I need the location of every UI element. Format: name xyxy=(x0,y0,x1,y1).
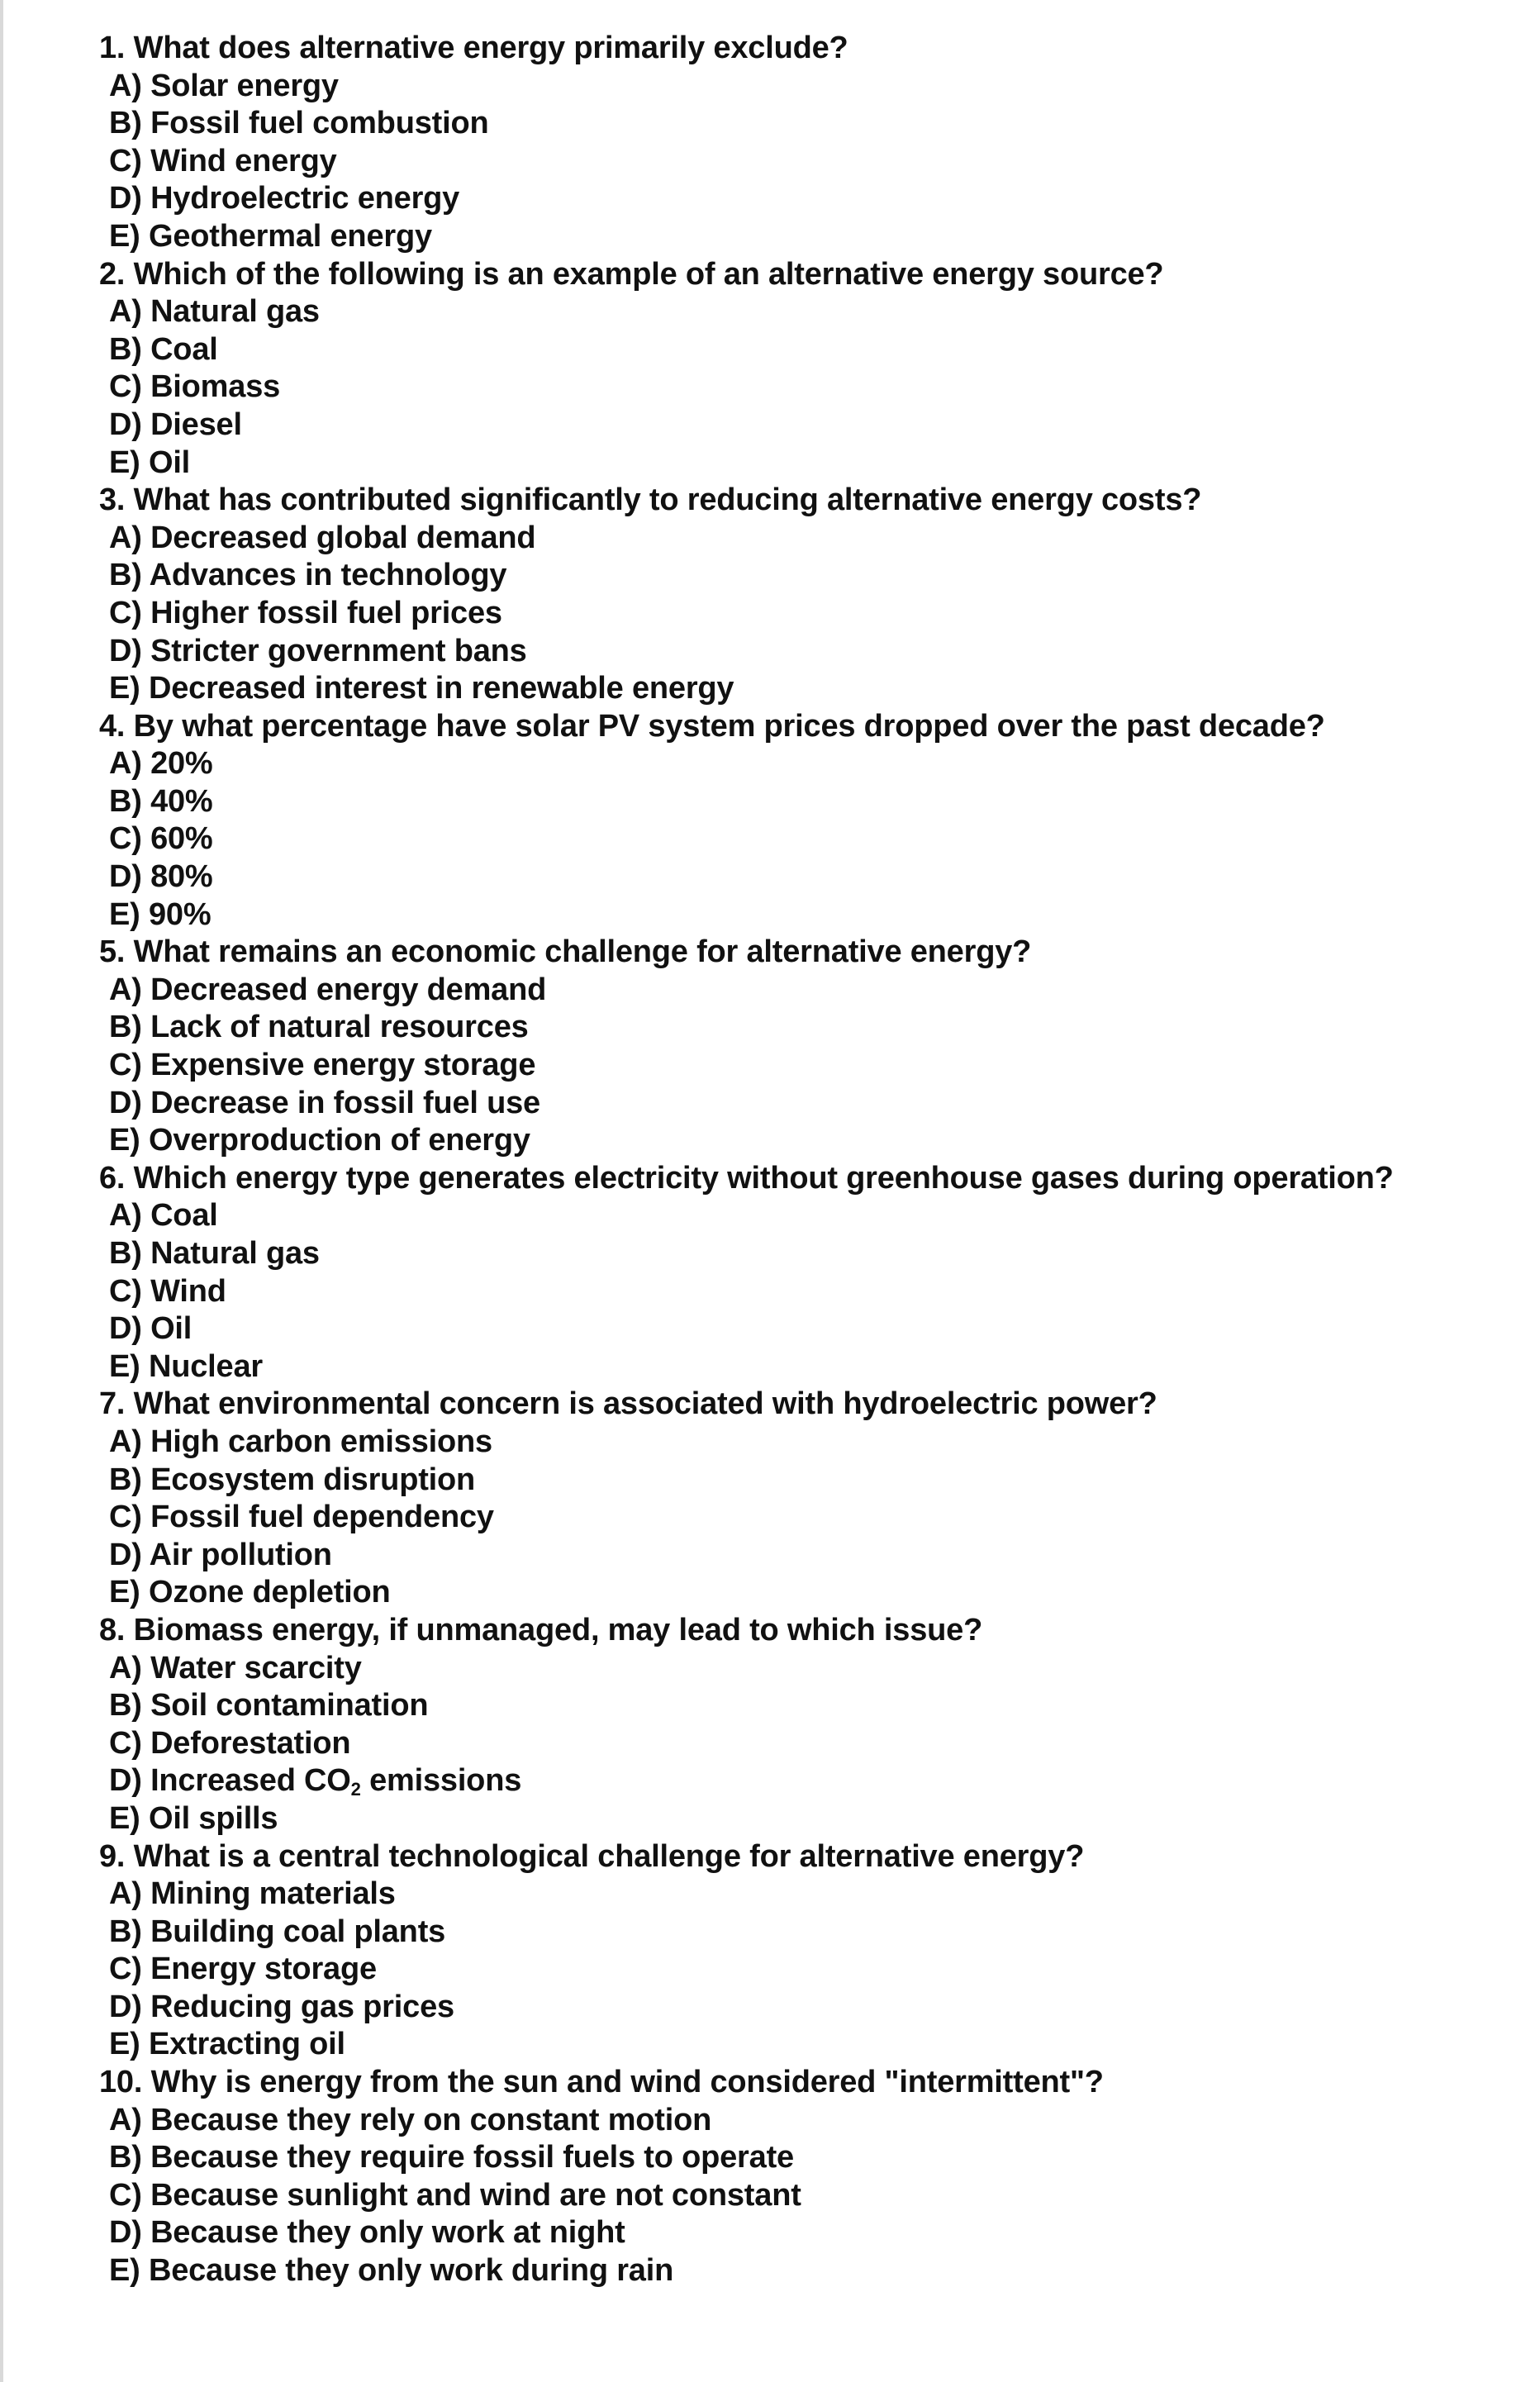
option-text: 20% xyxy=(150,746,213,782)
answer-option xyxy=(109,218,1520,256)
option-letter: A) xyxy=(109,68,142,103)
option-text: Increased CO xyxy=(150,1763,351,1799)
option-text: Oil xyxy=(150,1311,192,1347)
option-text: Diesel xyxy=(150,407,242,442)
option-text: Higher fossil fuel prices xyxy=(150,595,502,630)
question-text: What is a central technological challenge for alternative energy? xyxy=(133,1838,1085,1874)
option-text: Energy storage xyxy=(150,1952,377,1987)
question-number: 2. xyxy=(99,256,126,292)
option-text: Fossil fuel combustion xyxy=(150,106,489,141)
option-text: 80% xyxy=(150,859,213,895)
option-text: Wind xyxy=(150,1273,226,1309)
option-text: 60% xyxy=(150,821,213,857)
question-number: 3. xyxy=(99,483,126,518)
option-letter: D) xyxy=(109,2215,142,2251)
option-text: Overproduction of energy xyxy=(148,1123,530,1158)
option-letter: C) xyxy=(109,143,142,178)
option-letter: A) xyxy=(109,746,142,782)
option-letter: B) xyxy=(109,331,142,367)
option-text: Oil xyxy=(148,445,191,480)
option-letter: C) xyxy=(109,595,142,630)
answer-option xyxy=(109,1462,1520,1500)
option-letter: E) xyxy=(109,1348,140,1384)
answer-option xyxy=(109,1537,1520,1575)
option-text: Because they only work during rain xyxy=(148,2253,674,2289)
option-text: Mining materials xyxy=(150,1876,396,1912)
answer-option xyxy=(109,1876,1520,1914)
answer-option xyxy=(109,1800,1520,1838)
option-text: Coal xyxy=(150,331,218,367)
question-number: 7. xyxy=(99,1386,126,1422)
option-letter: B) xyxy=(109,783,142,819)
option-text: Oil spills xyxy=(148,1800,278,1836)
answer-option xyxy=(109,1235,1520,1273)
option-letter: D) xyxy=(109,1085,142,1120)
question-line xyxy=(99,256,1520,294)
option-text: Expensive energy storage xyxy=(150,1048,536,1083)
question-block xyxy=(99,482,1520,708)
answer-option xyxy=(109,1310,1520,1348)
option-text: Natural gas xyxy=(150,1236,320,1271)
option-text: Because they only work at night xyxy=(150,2215,625,2251)
answer-option xyxy=(109,1914,1520,1952)
question-number: 4. xyxy=(99,708,126,744)
question-block xyxy=(99,1838,1520,2065)
answer-option xyxy=(109,1047,1520,1085)
option-text: Coal xyxy=(150,1198,218,1234)
option-letter: D) xyxy=(109,1537,142,1572)
option-text: Hydroelectric energy xyxy=(150,181,460,216)
question-line xyxy=(99,1838,1520,1876)
question-line xyxy=(99,1160,1520,1198)
question-number: 5. xyxy=(99,934,126,970)
option-letter: D) xyxy=(109,1311,142,1347)
option-subscript: 2 xyxy=(350,1779,361,1800)
answer-option xyxy=(109,2139,1520,2177)
answer-option xyxy=(109,445,1520,483)
option-text: Building coal plants xyxy=(150,1914,446,1949)
answer-option xyxy=(109,1348,1520,1386)
option-text: Ozone depletion xyxy=(148,1575,391,1610)
answer-options xyxy=(99,2102,1520,2290)
option-letter: C) xyxy=(109,1952,142,1987)
option-letter: E) xyxy=(109,445,140,480)
option-text: Ecosystem disruption xyxy=(150,1462,476,1497)
question-text: What does alternative energy primarily exclude? xyxy=(133,31,848,65)
option-text: Wind energy xyxy=(150,143,337,178)
option-letter: E) xyxy=(109,671,140,706)
answer-option xyxy=(109,1687,1520,1725)
question-number: 10. xyxy=(99,2065,143,2100)
answer-option xyxy=(109,2214,1520,2252)
question-block xyxy=(99,30,1520,256)
option-letter: B) xyxy=(109,106,142,141)
answer-option xyxy=(109,1424,1520,1462)
question-block xyxy=(99,256,1520,483)
option-letter: A) xyxy=(109,294,142,330)
option-letter: A) xyxy=(109,1198,142,1234)
question-line xyxy=(99,934,1520,972)
option-text: Decreased interest in renewable energy xyxy=(148,671,734,706)
quiz-document xyxy=(99,30,1520,2290)
question-block xyxy=(99,2064,1520,2290)
option-text: Water scarcity xyxy=(150,1650,362,1685)
option-text: Extracting oil xyxy=(148,2027,345,2062)
answer-option xyxy=(109,1762,1520,1800)
option-letter: D) xyxy=(109,1989,142,2024)
answer-option xyxy=(109,368,1520,407)
option-letter: B) xyxy=(109,558,142,593)
option-text: Reducing gas prices xyxy=(150,1989,454,2024)
answer-option xyxy=(109,820,1520,858)
answer-option xyxy=(109,858,1520,896)
option-text: Decrease in fossil fuel use xyxy=(150,1085,540,1120)
answer-option xyxy=(109,2102,1520,2140)
answer-option xyxy=(109,1951,1520,1989)
answer-option xyxy=(109,293,1520,331)
question-number: 6. xyxy=(99,1160,126,1196)
answer-option xyxy=(109,783,1520,821)
answer-options xyxy=(99,293,1520,482)
answer-option xyxy=(109,557,1520,595)
question-block xyxy=(99,708,1520,934)
option-letter: E) xyxy=(109,218,140,254)
question-number: 1. xyxy=(99,31,126,65)
option-letter: A) xyxy=(109,520,142,555)
question-block xyxy=(99,1160,1520,1386)
answer-options xyxy=(99,1197,1520,1386)
option-text: Soil contamination xyxy=(150,1688,429,1724)
option-letter: D) xyxy=(109,859,142,895)
option-letter: A) xyxy=(109,1650,142,1685)
option-text: 40% xyxy=(150,783,213,819)
option-letter: A) xyxy=(109,972,142,1007)
option-text: Because they rely on constant motion xyxy=(150,2102,712,2137)
answer-options xyxy=(99,520,1520,708)
answer-option xyxy=(109,1122,1520,1160)
option-letter: B) xyxy=(109,1688,142,1724)
option-letter: E) xyxy=(109,2253,140,2289)
answer-option xyxy=(109,1009,1520,1047)
option-text: Fossil fuel dependency xyxy=(150,1500,494,1535)
answer-option xyxy=(109,745,1520,783)
answer-options xyxy=(99,1876,1520,2064)
question-line xyxy=(99,1386,1520,1424)
question-text: What has contributed significantly to reducing alternative energy costs? xyxy=(133,483,1202,518)
answer-option xyxy=(109,331,1520,369)
answer-option xyxy=(109,68,1520,106)
answer-options xyxy=(99,972,1520,1160)
option-letter: D) xyxy=(109,1763,142,1799)
option-text: Lack of natural resources xyxy=(150,1010,529,1045)
question-text: Which of the following is an example of an alternative energy source? xyxy=(133,256,1164,292)
option-letter: C) xyxy=(109,1500,142,1535)
option-letter: C) xyxy=(109,1048,142,1083)
option-text: Decreased global demand xyxy=(150,520,536,555)
option-letter: C) xyxy=(109,369,142,405)
question-line xyxy=(99,1612,1520,1650)
answer-option xyxy=(109,1650,1520,1688)
option-text: Natural gas xyxy=(150,294,320,330)
answer-option xyxy=(109,2252,1520,2290)
question-text: Biomass energy, if unmanaged, may lead to which issue? xyxy=(133,1612,983,1647)
question-text: By what percentage have solar PV system prices dropped over the past decade? xyxy=(133,708,1325,744)
option-text: Because they require fossil fuels to operate xyxy=(150,2140,794,2175)
option-letter: B) xyxy=(109,1010,142,1045)
answer-option xyxy=(109,896,1520,934)
option-letter: D) xyxy=(109,181,142,216)
question-text: What remains an economic challenge for alternative energy? xyxy=(133,934,1032,970)
answer-option xyxy=(109,1197,1520,1235)
option-letter: D) xyxy=(109,633,142,668)
option-text: Solar energy xyxy=(150,68,339,103)
option-letter: A) xyxy=(109,1424,142,1459)
question-block xyxy=(99,934,1520,1160)
answer-option xyxy=(109,1574,1520,1612)
question-line xyxy=(99,482,1520,520)
question-text: Which energy type generates electricity without greenhouse gases during operation? xyxy=(133,1160,1394,1196)
option-letter: C) xyxy=(109,821,142,857)
question-text: Why is energy from the sun and wind considered "intermittent"? xyxy=(150,2065,1104,2100)
answer-option xyxy=(109,180,1520,218)
option-letter: A) xyxy=(109,2102,142,2137)
question-text: What environmental concern is associated with hydroelectric power? xyxy=(133,1386,1157,1422)
option-text: Because sunlight and wind are not constant xyxy=(150,2177,801,2213)
answer-options xyxy=(99,1424,1520,1612)
page-left-border xyxy=(0,0,3,2382)
option-letter: A) xyxy=(109,1876,142,1912)
option-letter: E) xyxy=(109,896,140,932)
option-text: Geothermal energy xyxy=(148,218,432,254)
option-letter: B) xyxy=(109,2140,142,2175)
answer-options xyxy=(99,745,1520,934)
answer-option xyxy=(109,520,1520,558)
answer-option xyxy=(109,1725,1520,1763)
question-block xyxy=(99,1612,1520,1838)
question-line xyxy=(99,30,1520,68)
answer-option xyxy=(109,143,1520,181)
option-letter: C) xyxy=(109,1273,142,1309)
option-text: High carbon emissions xyxy=(150,1424,492,1459)
option-letter: D) xyxy=(109,407,142,442)
answer-options xyxy=(99,68,1520,256)
option-letter: C) xyxy=(109,2177,142,2213)
answer-option xyxy=(109,670,1520,708)
question-block xyxy=(99,1386,1520,1612)
option-text: Air pollution xyxy=(149,1537,332,1572)
option-text: Biomass xyxy=(150,369,281,405)
answer-option xyxy=(109,595,1520,633)
option-text-suffix: emissions xyxy=(360,1763,522,1799)
answer-options xyxy=(99,1650,1520,1838)
answer-option xyxy=(109,1989,1520,2027)
option-letter: B) xyxy=(109,1462,142,1497)
option-letter: C) xyxy=(109,1725,142,1761)
answer-option xyxy=(109,2026,1520,2064)
option-text: Deforestation xyxy=(150,1725,351,1761)
option-letter: E) xyxy=(109,1800,140,1836)
answer-option xyxy=(109,1273,1520,1311)
question-line xyxy=(99,2064,1520,2102)
option-letter: E) xyxy=(109,2027,140,2062)
option-letter: B) xyxy=(109,1914,142,1949)
option-text: Advances in technology xyxy=(149,558,507,593)
option-text: Decreased energy demand xyxy=(150,972,547,1007)
answer-option xyxy=(109,633,1520,671)
answer-option xyxy=(109,105,1520,143)
answer-option xyxy=(109,972,1520,1010)
question-line xyxy=(99,708,1520,746)
option-text: Nuclear xyxy=(148,1348,263,1384)
answer-option xyxy=(109,1499,1520,1537)
question-number: 8. xyxy=(99,1612,126,1647)
option-text: Stricter government bans xyxy=(150,633,527,668)
option-letter: E) xyxy=(109,1123,140,1158)
answer-option xyxy=(109,2177,1520,2215)
option-letter: E) xyxy=(109,1575,140,1610)
option-text: 90% xyxy=(148,896,212,932)
option-letter: B) xyxy=(109,1236,142,1271)
question-number: 9. xyxy=(99,1838,126,1874)
answer-option xyxy=(109,407,1520,445)
answer-option xyxy=(109,1085,1520,1123)
